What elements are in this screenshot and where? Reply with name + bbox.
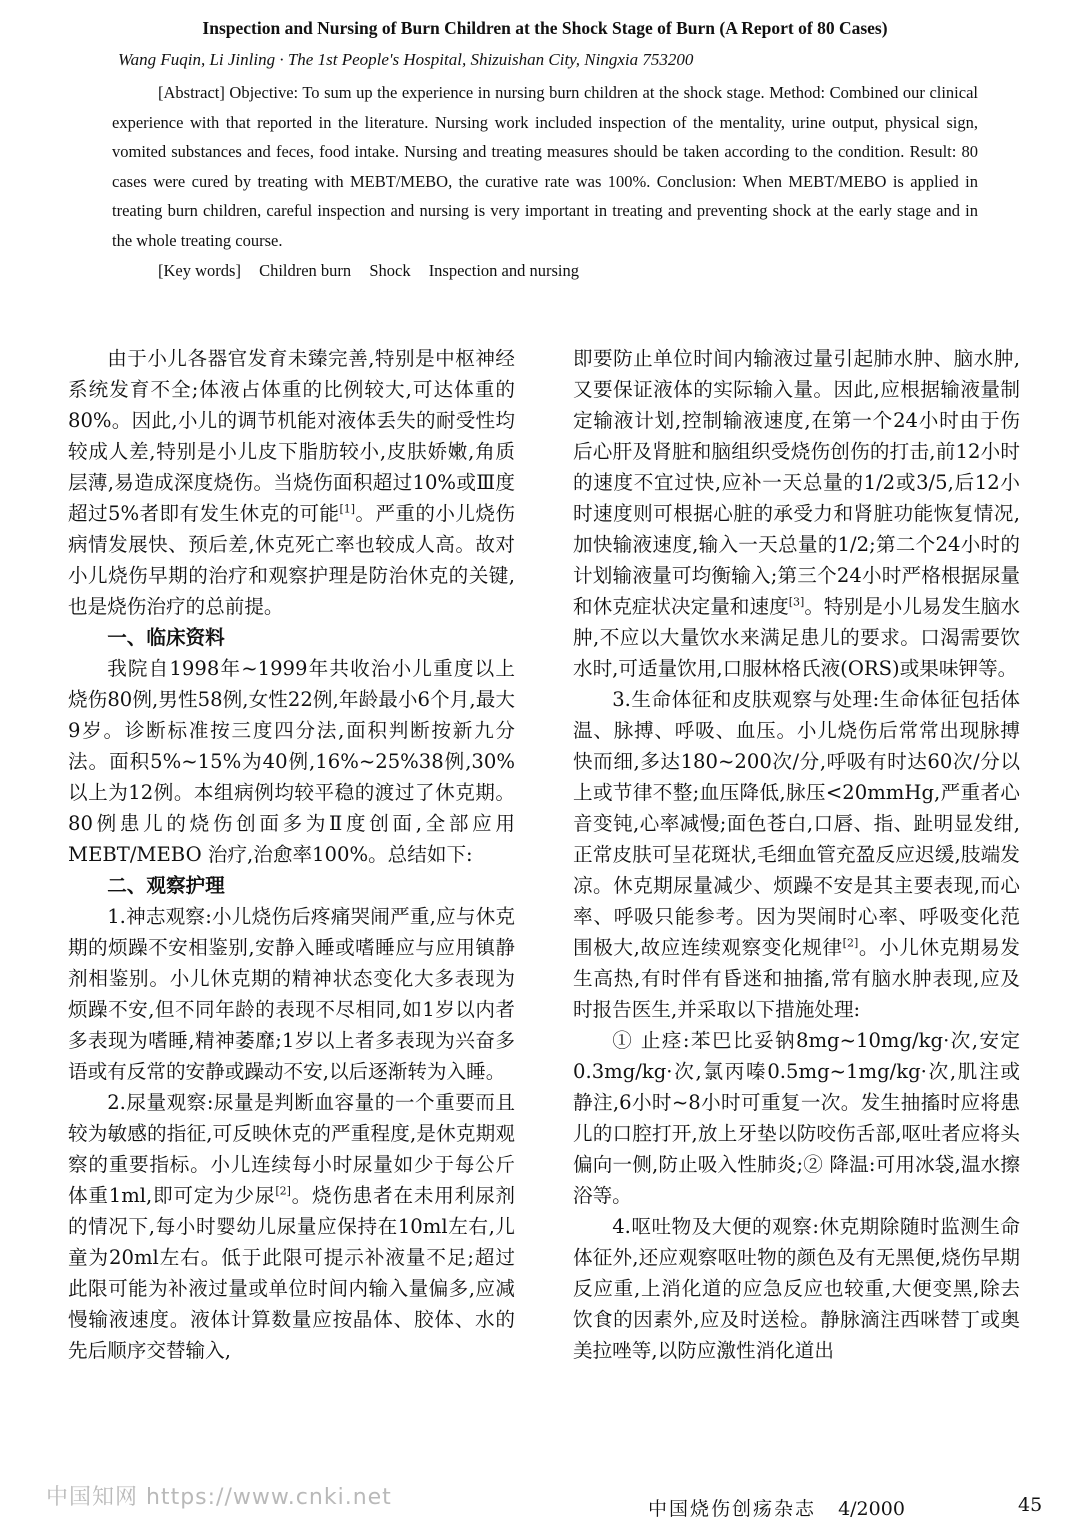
abstract-en [112, 78, 978, 255]
journal-name: 中国烧伤创疡杂志 [648, 1498, 817, 1520]
paragraph-vomit-feces: 4.呕吐物及大便的观察:休克期除随时监测生命体征外,还应观察呕吐物的颜色及有无黑便,烧伤早期反应重,上消化道的应急反应也较重,大便变黑,除去饮食的因素外,应及时送检。静脉滴注西咪替丁或奥美拉唑等,以防应激性消化道出 [573, 1215, 1020, 1362]
citation-ref: [2] [842, 936, 859, 950]
keyword: Shock [369, 261, 411, 280]
keyword: Children burn [259, 261, 352, 280]
paragraph-clinical-data: 我院自1998年~1999年共收治小儿重度以上烧伤80例,男性58例,女性22例,年龄最小6个月,最大9岁。诊断标准按三度四分法,面积判断按新九分法。面积5%~15%为40例,16%~25%38例,30%以上为12例。本组病例均较平稳的渡过了休克期。80例患儿的烧伤创面多为Ⅱ度创面,全部应用 MEBT/MEBO 治疗,治愈率100%。总结如下: [68, 657, 515, 866]
authors-affiliation-en: Wang Fuqin, Li Jinling · The 1st People's Hospital, Shizuishan City, Ningxia 753200 [118, 50, 694, 69]
page-number: 45 [1018, 1494, 1043, 1516]
citation-ref: [1] [339, 502, 356, 516]
journal-issue: 4/2000 [838, 1498, 905, 1520]
paragraph-urine: 2.尿量观察:尿量是判断血容量的一个重要而且较为敏感的指征,可反映休克的严重程度,是休克期观察的重要指标。小儿连续每小时尿量如少于每公斤体重1ml,即可定为少尿[2]。烧伤患者在未用利尿剂的情况下,每小时婴幼儿尿量应保持在10ml左右,儿童为20ml左右。低于此限可提示补液量不足;超过此限可能为补液过量或单位时间内输入量偏多,应减慢输液速度。液体计算数量应按晶体、胶体、水的先后顺序交替输入, [68, 1091, 516, 1362]
paragraph-measures: ① 止痉:苯巴比妥钠8mg~10mg/kg·次,安定0.3mg/kg·次,氯丙嗪0.5mg~1mg/kg·次,肌注或静注,6小时~8小时可重复一次。发生抽搐时应将患儿的口腔打开,放上牙垫以防咬伤舌部,呕吐者应将头偏向一侧,防止吸入性肺炎;② 降温:可用冰袋,温水擦浴等。 [573, 1029, 1020, 1207]
paragraph-vital-signs: 3.生命体征和皮肤观察与处理:生命体征包括体温、脉搏、呼吸、血压。小儿烧伤后常常出现脉搏快而细,多达180~200次/分,呼吸有时达60次/分以上或节律不整;血压降低,脉压<20mmHg,严重者心音变钝,心率减慢;面色苍白,口唇、指、趾明显发绀,正常皮肤可呈花斑状,毛细血管充盈反应迟缓,肢端发凉。休克期尿量减少、烦躁不安是其主要表现,而心率、呼吸只能参考。因为哭闹时心率、呼吸变化范围极大,故应连续观察变化规律[2]。小儿休克期易发生高热,有时伴有昏迷和抽搐,常有脑水肿表现,应及时报告医生,并采取以下措施处理: [573, 688, 1020, 1021]
section-heading-clinical-data: 一、临床资料 [107, 626, 225, 649]
keyword: Inspection and nursing [428, 261, 579, 280]
right-column [573, 343, 1020, 1366]
abstract-text: Objective: To sum up the experience in nursing burn children at the shock stage. Method: Combined our clinical experience with that reported in the literature. Nursing work included inspection of the mentality, urine output, physical sign, vomited substances and feces, food intake. Nursing and treating measures should be taken according to the condition. Result: 80 cases were cured by treating with MEBT/MEBO, the curative rate was 100%. Conclusion: When MEBT/MEBO is applied in treating burn children, careful inspection and nursing is very important in treating and preventing shock at the early stage and in the whole treating course. [112, 83, 978, 250]
citation-ref: [2] [275, 1184, 291, 1198]
left-column [68, 343, 515, 1366]
paragraph-infusion-continued: 即要防止单位时间内输液过量引起肺水肿、脑水肿,又要保证液体的实际输入量。因此,应根据输液量制定输液计划,控制输液速度,在第一个24小时由于伤后心肝及肾脏和脑组织受烧伤创伤的打击,前12小时的速度不宜过快,应补一天总量的1/2或3/5,后12小时速度则可根据心脏的承受力和肾脏功能恢复情况,加快输液速度,输入一天总量的1/2;第二个24小时的计划输液量可均衡输入;第三个24小时严格根据尿量和休克症状决定量和速度[3]。特别是小儿易发生脑水肿,不应以大量饮水来满足患儿的要求。口渴需要饮水时,可适量饮用,口服林格氏液(ORS)或果味钾等。 [573, 347, 1020, 680]
citation-ref: [3] [788, 595, 805, 609]
english-abstract-block [112, 12, 978, 287]
keywords-en [158, 255, 978, 287]
paragraph-mentality: 1.神志观察:小儿烧伤后疼痛哭闹严重,应与休克期的烦躁不安相鉴别,安静入睡或嗜睡应与应用镇静剂相鉴别。小儿休克期的精神状态变化大多表现为烦躁不安,但不同年龄的表现不尽相同,如1岁以内者多表现为嗜睡,精神萎靡;1岁以上者多表现为兴奋多语或有反常的安静或躁动不安,以后逐渐转为入睡。 [68, 905, 515, 1083]
article-title-en: Inspection and Nursing of Burn Children at the Shock Stage of Burn (A Report of 80 Cases) [202, 18, 888, 38]
abstract-label: [Abstract] [158, 83, 225, 102]
section-heading-observation-nursing: 二、观察护理 [107, 874, 225, 897]
cnki-watermark: 中国知网 https://www.cnki.net [46, 1485, 392, 1510]
page-footer [648, 1494, 1048, 1521]
paragraph-intro: 由于小儿各器官发育未臻完善,特别是中枢神经系统发育不全;体液占体重的比例较大,可达体重的80%。因此,小儿的调节机能对液体丢失的耐受性均较成人差,特别是小儿皮下脂肪较小,皮肤娇嫩,角质层薄,易造成深度烧伤。当烧伤面积超过10%或Ⅲ度超过5%者即有发生休克的可能[1]。严重的小儿烧伤病情发展快、预后差,休克死亡率也较成人高。故对小儿烧伤早期的治疗和观察护理是防治休克的关键,也是烧伤治疗的总前提。 [68, 347, 515, 618]
keywords-label: [Key words] [158, 261, 241, 280]
